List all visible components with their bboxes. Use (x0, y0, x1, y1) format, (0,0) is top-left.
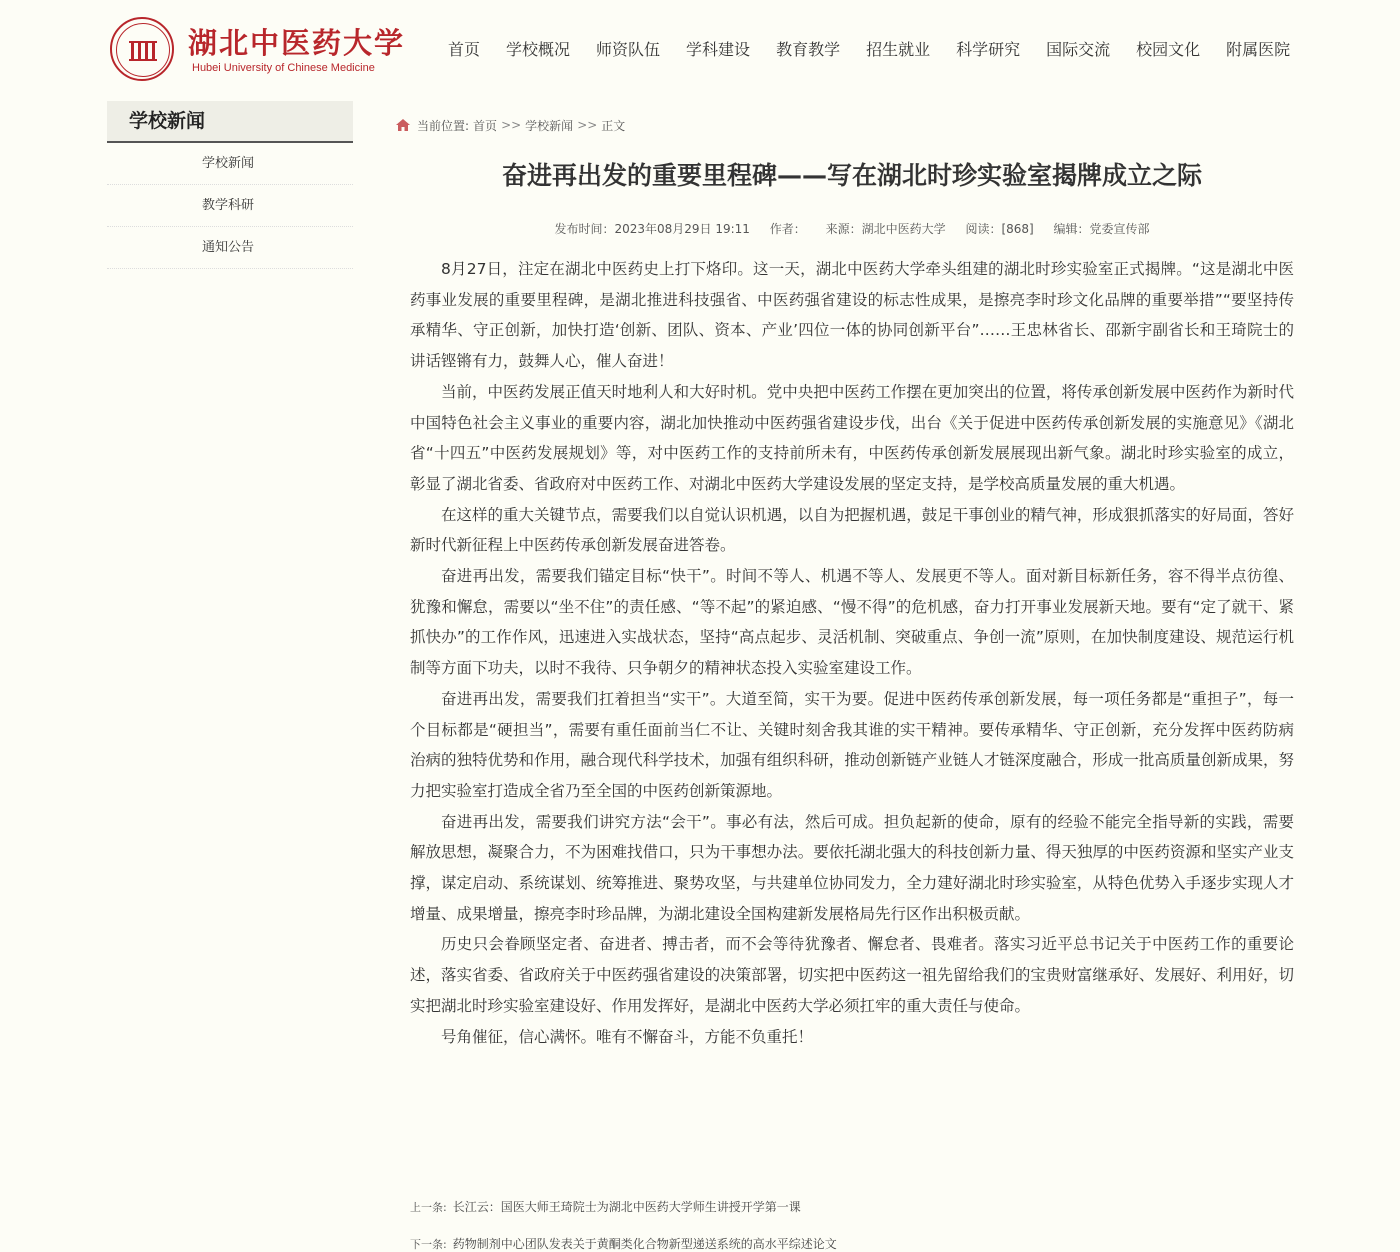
breadcrumb-label: 当前位置: (417, 118, 470, 133)
article-paragraph: 奋进再出发，需要我们讲究方法“会干”。事必有法，然后可成。担负起新的使命，原有的经验不能完全指导新的实践，需要解放思想，凝聚合力，不为困难找借口，只为干事想办法。要依托湖北强大的科技创新力量、得天独厚的中医药资源和坚实产业支撑，谋定启动、系统谋划、统筹推进、聚势攻坚，与共建单位协同发力，全力建好湖北时珍实验室，从特色优势入手逐步实现人才增量、成果增量，擦亮李时珍品牌，为湖北建设全国构建新发展格局先行区作出积极贡献。 (410, 812, 1294, 923)
prev-article (410, 1198, 801, 1215)
breadcrumb-current: 正文 (601, 118, 626, 133)
nav-international[interactable]: 国际交流 (1046, 40, 1111, 59)
main-nav (448, 38, 1316, 62)
nav-faculty[interactable]: 师资队伍 (596, 40, 661, 59)
nav-research[interactable]: 科学研究 (956, 40, 1021, 59)
source: 来源：湖北中医药大学 (825, 222, 946, 236)
article-body (410, 254, 1294, 1052)
sidebar-item-school-news[interactable]: 学校新闻 (107, 143, 353, 185)
publish-time: 发布时间：2023年08月29日 19:11 (554, 222, 750, 236)
next-article (410, 1235, 837, 1252)
sidebar-item-notices[interactable]: 通知公告 (107, 227, 353, 269)
prev-label: 上一条: (410, 1201, 447, 1214)
breadcrumb (395, 115, 629, 135)
prev-article-link[interactable]: 长江云：国医大师王琦院士为湖北中医药大学师生讲授开学第一课 (452, 1200, 801, 1214)
sidebar-item-teaching-research[interactable]: 教学科研 (107, 185, 353, 227)
nav-admissions[interactable]: 招生就业 (866, 40, 931, 59)
article-paragraph: 奋进再出发，需要我们扛着担当“实干”。大道至简，实干为要。促进中医药传承创新发展，每一项任务都是“重担子”，每一个目标都是“硬担当”，需要有重任面前当仁不让、关键时刻舍我其谁的实干精神。要传承精华、守正创新，充分发挥中医药防病治病的独特优势和作用，融合现代科学技术，加强有组织科研，推动创新链产业链人才链深度融合，形成一批高质量创新成果，努力把实验室打造成全省乃至全国的中医药创新策源地。 (410, 689, 1294, 800)
nav-home[interactable]: 首页 (448, 40, 481, 59)
logo-english-name: Hubei University of Chinese Medicine (192, 62, 375, 74)
sidebar-title: 学校新闻 (107, 101, 353, 143)
nav-education[interactable]: 教育教学 (776, 40, 841, 59)
article-paragraph: 当前，中医药发展正值天时地利人和大好时机。党中央把中医药工作摆在更加突出的位置，将传承创新发展中医药作为新时代中国特色社会主义事业的重要内容，湖北加快推动中医药强省建设步伐，出台《关于促进中医药传承创新发展的实施意见》《湖北省“十四五”中医药发展规划》等，对中医药工作的支持前所未有，中医药传承创新发展展现出新气象。湖北时珍实验室的成立，彰显了湖北省委、省政府对中医药工作、对湖北中医药大学建设发展的坚定支持，是学校高质量发展的重大机遇。 (410, 382, 1294, 493)
site-header (0, 0, 1400, 95)
article-paragraph: 奋进再出发，需要我们锚定目标“快干”。时间不等人、机遇不等人、发展更不等人。面对新目标新任务，容不得半点彷徨、犹豫和懈怠，需要以“坐不住”的责任感、“等不起”的紧迫感、“慢不得”的危机感，奋力打开事业发展新天地。要有“定了就干、紧抓快办”的工作作风，迅速进入实战状态，坚持“高点起步、灵活机制、突破重点、争创一流”原则，在加快制度建设、规范运行机制等方面下功夫，以时不我待、只争朝夕的精神状态投入实验室建设工作。 (410, 567, 1294, 678)
logo-chinese-name: 湖北中医药大学 (188, 26, 406, 60)
article-paragraph: 8月27日，注定在湖北中医药史上打下烙印。这一天，湖北中医药大学牵头组建的湖北时珍实验室正式揭牌。“这是湖北中医药事业发展的重要里程碑，是湖北推进科技强省、中医药强省建设的标志性成果，是擦亮李时珍文化品牌的重要举措”“要坚持传承精华、守正创新，加快打造‘创新、团队、资本、产业’四位一体的协同创新平台”……王忠林省长、邵新宇副省长和王琦院士的讲话铿锵有力，鼓舞人心，催人奋进！ (410, 260, 1294, 371)
article-paragraph: 号角催征，信心满怀。唯有不懈奋斗，方能不负重托！ (441, 1027, 814, 1046)
nav-disciplines[interactable]: 学科建设 (686, 40, 751, 59)
breadcrumb-separator: >> (577, 118, 598, 132)
home-icon (395, 118, 411, 132)
author: 作者： (769, 222, 806, 236)
nav-hospitals[interactable]: 附属医院 (1226, 40, 1291, 59)
university-logo[interactable] (110, 17, 406, 83)
editor: 编辑：党委宣传部 (1053, 222, 1150, 236)
breadcrumb-section[interactable]: 学校新闻 (525, 118, 574, 133)
nav-campus-culture[interactable]: 校园文化 (1136, 40, 1201, 59)
article-meta (410, 220, 1294, 237)
university-seal-icon (110, 17, 174, 81)
next-label: 下一条: (410, 1238, 447, 1251)
article-paragraph: 历史只会眷顾坚定者、奋进者、搏击者，而不会等待犹豫者、懈怠者、畏难者。落实习近平总书记关于中医药工作的重要论述，落实省委、省政府关于中医药强省建设的决策部署，切实把中医药这一祖先留给我们的宝贵财富继承好、发展好、利用好，切实把湖北时珍实验室建设好、作用发挥好，是湖北中医药大学必须扛牢的重大责任与使命。 (410, 935, 1294, 1015)
next-article-link[interactable]: 药物制剂中心团队发表关于黄酮类化合物新型递送系统的高水平综述论文 (452, 1237, 837, 1251)
sidebar (107, 101, 353, 269)
breadcrumb-separator: >> (501, 118, 522, 132)
view-count: 阅读：[868] (965, 222, 1034, 236)
breadcrumb-home[interactable]: 首页 (473, 118, 498, 133)
nav-about[interactable]: 学校概况 (506, 40, 571, 59)
article-paragraph: 在这样的重大关键节点，需要我们以自觉认识机遇，以自为把握机遇，鼓足干事创业的精气神，形成狠抓落实的好局面，答好新时代新征程上中医药传承创新发展奋进答卷。 (410, 505, 1294, 555)
article-title: 奋进再出发的重要里程碑——写在湖北时珍实验室揭牌成立之际 (501, 161, 1202, 190)
